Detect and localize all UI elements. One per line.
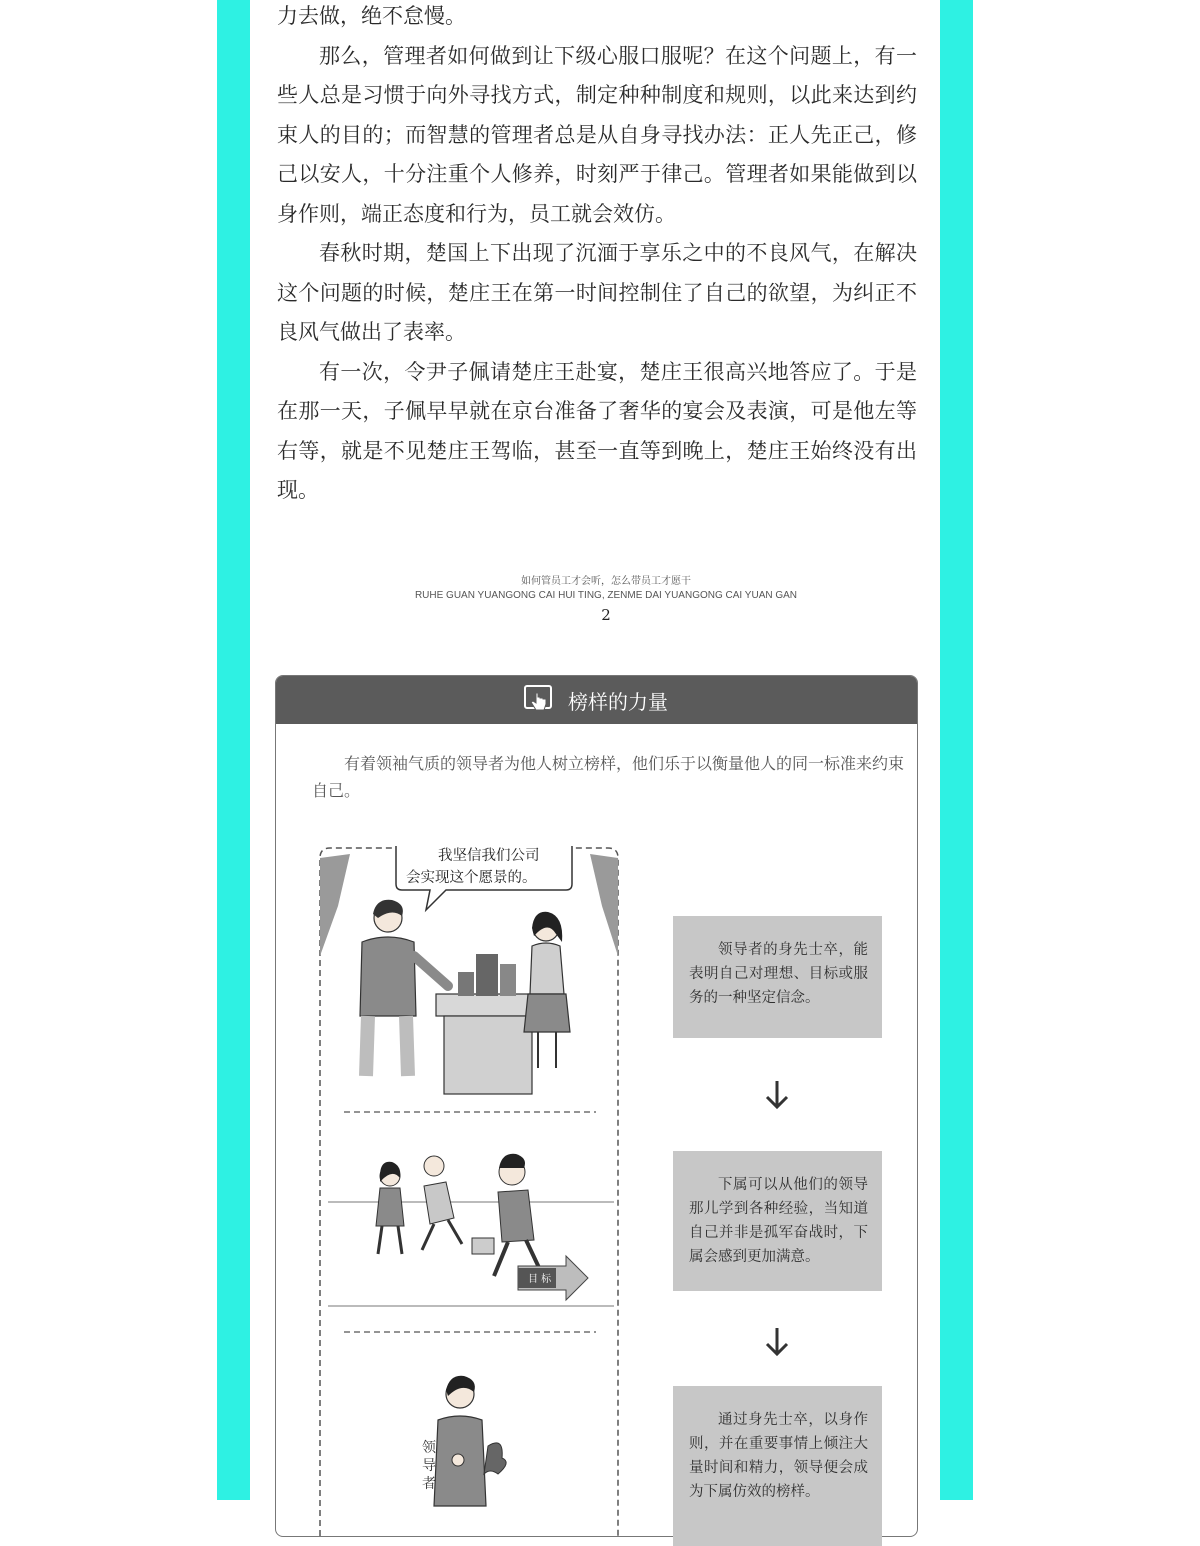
body-text <box>277 0 917 511</box>
box-title: 榜样的力量 <box>568 690 668 714</box>
goal-label: 目 标 <box>528 1274 552 1285</box>
paragraph-1: 力去做，绝不怠慢。 <box>277 4 466 28</box>
vertical-label-char-2: 导 <box>422 1458 436 1474</box>
vertical-label-char-1: 领 <box>422 1440 436 1456</box>
running-footer-pinyin: RUHE GUAN YUANGONG CAI HUI TING, ZENME DAI YUANGONG CAI YUAN GAN <box>414 590 798 601</box>
right-cyan-band <box>940 0 973 1500</box>
box-intro: 有着领袖气质的领导者为他人树立榜样，他们乐于以衡量他人的同一标准来约束自己。 <box>312 754 905 800</box>
paragraph-2: 那么，管理者如何做到让下级心服口服呢？在这个问题上，有一些人总是习惯于向外寻找方式，制定种种制度和规则，以此来达到约束人的目的；而智慧的管理者总是从自身寻找办法：正人先正己，修己以安人，十分注重个人修养，时刻严于律己。管理者如果能做到以身作则，端正态度和行为，员工就会效仿。 <box>277 43 917 226</box>
page-number: 2 <box>601 606 611 624</box>
cartoon-illustration <box>318 846 620 1536</box>
running-footer-title: 如何管员工才会听，怎么带员工才愿干 <box>521 576 691 587</box>
box-header <box>276 676 917 724</box>
point-box-1: 领导者的身先士卒，能表明自己对理想、目标或服务的一种坚定信念。 <box>673 916 882 1038</box>
speech-bubble-line-2: 会实现这个愿景的。 <box>406 870 537 886</box>
book-page <box>250 0 940 1500</box>
left-cyan-band <box>217 0 250 1500</box>
point-box-3: 通过身先士卒，以身作则，并在重要事情上倾注大量时间和精力，领导便会成为下属仿效的榜样。 <box>673 1386 882 1546</box>
vertical-label-char-3: 者 <box>422 1476 436 1492</box>
paragraph-4: 有一次，令尹子佩请楚庄王赴宴，楚庄王很高兴地答应了。于是在那一天，子佩早早就在京台准备了奢华的宴会及表演，可是他左等右等，就是不见楚庄王驾临，甚至一直等到晚上，楚庄王始终没有出现。 <box>277 359 917 502</box>
point-box-2: 下属可以从他们的领导那儿学到各种经验，当知道自己并非是孤军奋战时，下属会感到更加满意。 <box>673 1151 882 1291</box>
down-arrow-icon <box>764 1079 790 1111</box>
down-arrow-icon <box>764 1326 790 1358</box>
sidebar-box <box>275 675 918 1537</box>
speech-bubble-line-1: 我坚信我们公司 <box>438 848 540 864</box>
hand-pointer-icon <box>523 684 553 714</box>
paragraph-3: 春秋时期，楚国上下出现了沉湎于享乐之中的不良风气，在解决这个问题的时候，楚庄王在第一时间控制住了自己的欲望，为纠正不良风气做出了表率。 <box>277 241 917 344</box>
